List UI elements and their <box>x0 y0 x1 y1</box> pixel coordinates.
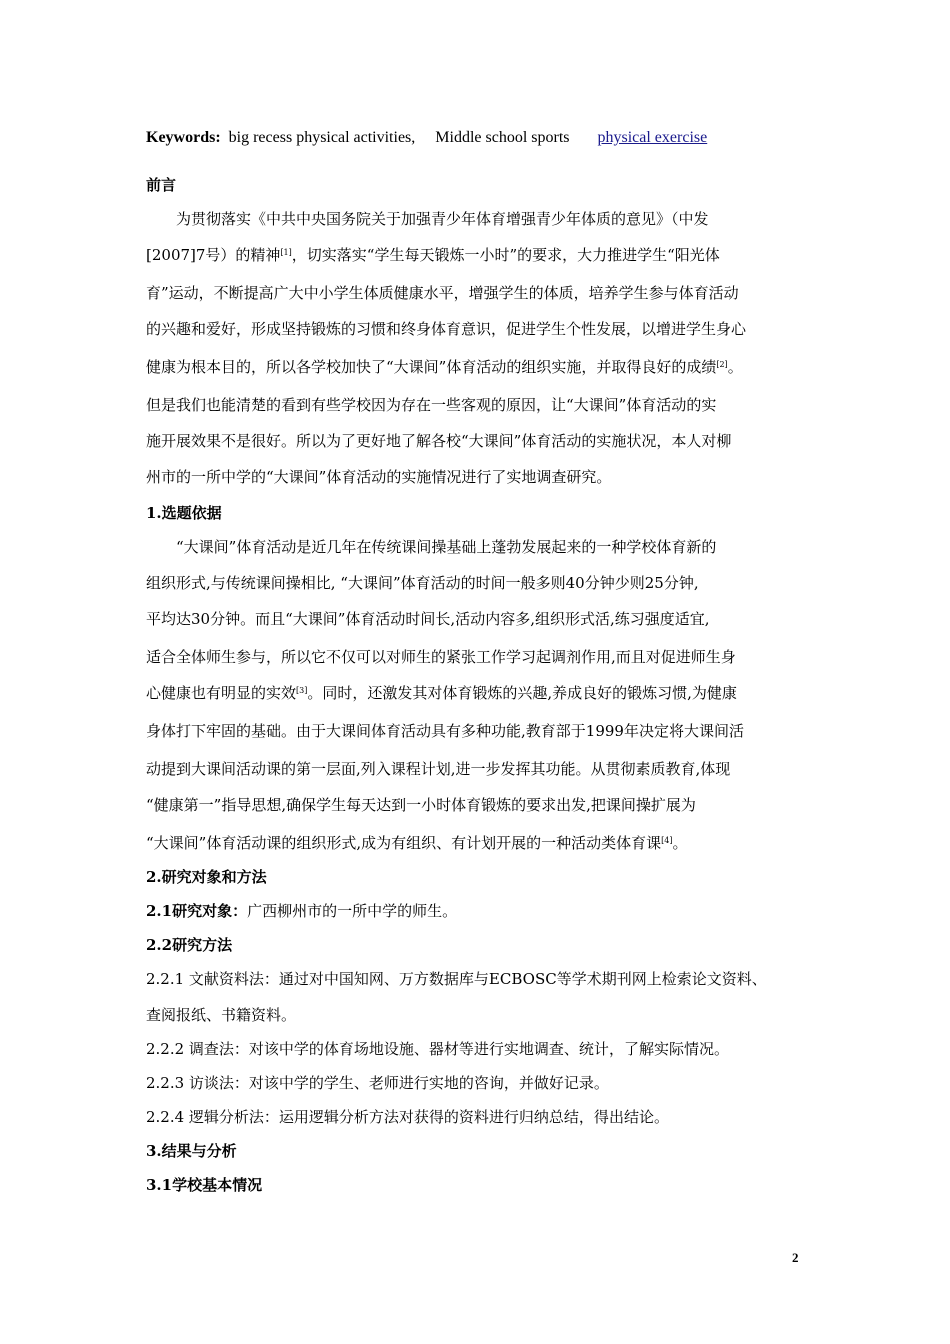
preface-line-3: 育”运动，不断提高广大中小学生体质健康水平，增强学生的体质，培养学生参与体育活动 <box>146 284 739 302</box>
sec1-line-8: “健康第一”指导思想,确保学生每天达到一小时体育锻炼的要求出发,把课间操扩展为 <box>146 796 696 814</box>
keyword-1: big recess physical activities, <box>228 129 416 146</box>
preface-text: [2007]7号）的精神 <box>146 246 281 264</box>
sec1-line-4: 适合全体师生参与，所以它不仅可以对师生的紧张工作学习起调剂作用,而且对促进师生身 <box>146 648 736 666</box>
citation-2[interactable]: [2] <box>716 360 728 369</box>
preface-text: 。 <box>727 358 743 376</box>
preface-line-2 <box>146 245 720 265</box>
page-number: 2 <box>792 1250 799 1265</box>
sec1-line-5 <box>146 683 737 703</box>
sec21-label: 2.1研究对象： <box>146 902 248 920</box>
method-2: 2.2.2 调查法：对该中学的体育场地设施、器材等进行实地调查、统计，了解实际情况。 <box>146 1040 729 1058</box>
sec1-line-1: “大课间”体育活动是近几年在传统课间操基础上蓬勃发展起来的一种学校体育新的 <box>176 538 717 556</box>
heading-section-2: 2.研究对象和方法 <box>146 868 267 886</box>
preface-line-6: 但是我们也能清楚的看到有些学校因为存在一些客观的原因，让“大课间”体育活动的实 <box>146 396 717 414</box>
method-4: 2.2.4 逻辑分析法：运用逻辑分析方法对获得的资料进行归纳总结，得出结论。 <box>146 1108 669 1126</box>
keywords-line <box>146 128 707 148</box>
keyword-2: Middle school sports <box>435 129 570 146</box>
sec21-text: 广西柳州市的一所中学的师生。 <box>247 902 458 920</box>
heading-section-3: 3.结果与分析 <box>146 1142 237 1160</box>
method-3: 2.2.3 访谈法：对该中学的学生、老师进行实地的咨询，并做好记录。 <box>146 1074 609 1092</box>
heading-preface: 前言 <box>146 176 177 194</box>
sec1-line-2: 组织形式,与传统课间操相比, “大课间”体育活动的时间一般多则40分钟少则25分钟, <box>146 574 699 592</box>
preface-text: 健康为根本目的，所以各学校加快了“大课间”体育活动的组织实施，并取得良好的成绩 <box>146 358 717 376</box>
sec1-line-3: 平均达30分钟。而且“大课间”体育活动时间长,活动内容多,组织形式活,练习强度适宜, <box>146 610 710 628</box>
sec1-line-7: 动提到大课间活动课的第一层面,列入课程计划,进一步发挥其功能。从贯彻素质教育,体现 <box>146 760 731 778</box>
keyword-3-link[interactable]: physical exercise <box>597 129 708 146</box>
preface-line-8: 州市的一所中学的“大课间”体育活动的实施情况进行了实地调查研究。 <box>146 468 612 486</box>
citation-4[interactable]: [4] <box>661 836 673 845</box>
keywords-label: Keywords: <box>146 129 221 146</box>
preface-line-5 <box>146 357 743 377</box>
citation-3[interactable]: [3] <box>296 686 308 695</box>
citation-1[interactable]: [1] <box>280 248 292 257</box>
preface-text: ，切实落实“学生每天锻炼一小时”的要求，大力推进学生“阳光体 <box>291 246 720 264</box>
preface-line-4: 的兴趣和爱好，形成坚持锻炼的习惯和终身体育意识，促进学生个性发展，以增进学生身心 <box>146 320 747 338</box>
preface-line-1: 为贯彻落实《中共中央国务院关于加强青少年体育增强青少年体质的意见》（中发 <box>176 210 709 228</box>
sec1-text: “大课间”体育活动课的组织形式,成为有组织、有计划开展的一种活动类体育课 <box>146 834 662 852</box>
sec1-line-6: 身体打下牢固的基础。由于大课间体育活动具有多种功能,教育部于1999年决定将大课间活 <box>146 722 744 740</box>
sec1-text: 。同时，还激发其对体育锻炼的兴趣,养成良好的锻炼习惯,为健康 <box>307 684 737 702</box>
sec21-line <box>146 901 457 921</box>
method-1-line-1: 2.2.1 文献资料法：通过对中国知网、万方数据库与ECBOSC等学术期刊网上检索论文资料、 <box>146 970 767 988</box>
sec1-text: 。 <box>672 834 688 852</box>
heading-section-1: 1.选题依据 <box>146 504 222 522</box>
sec1-text: 心健康也有明显的实效 <box>146 684 297 702</box>
method-1-line-2: 查阅报纸、书籍资料。 <box>146 1006 297 1024</box>
heading-section-3-1: 3.1学校基本情况 <box>146 1176 263 1194</box>
heading-section-2-2: 2.2研究方法 <box>146 936 233 954</box>
sec1-line-9 <box>146 833 687 853</box>
preface-line-7: 施开展效果不是很好。所以为了更好地了解各校“大课间”体育活动的实施状况，本人对柳 <box>146 432 732 450</box>
